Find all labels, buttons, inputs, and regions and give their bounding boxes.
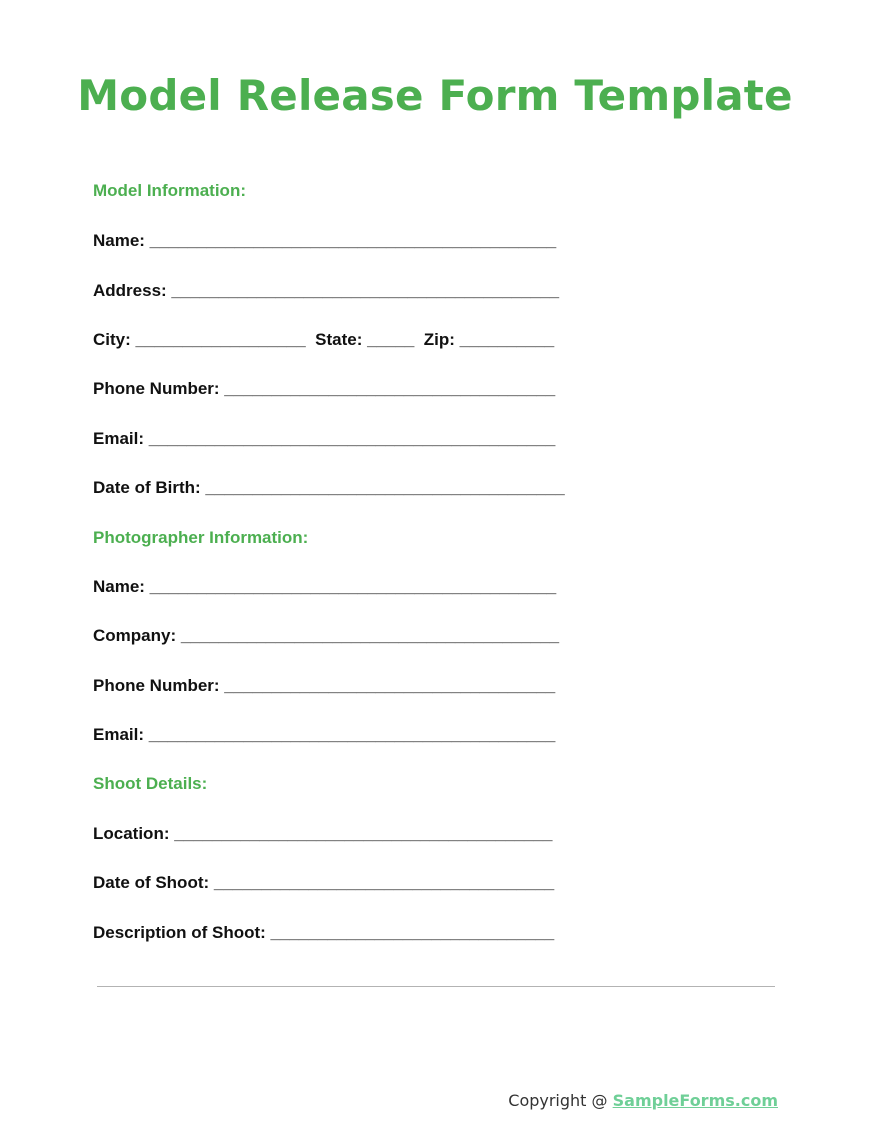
photographer-information-heading: Photographer Information:: [93, 528, 309, 547]
sampleforms-link[interactable]: SampleForms.com: [612, 1091, 778, 1110]
shoot-description-field[interactable]: Description of Shoot: ______________________________: [93, 923, 555, 942]
model-date-of-birth-field[interactable]: Date of Birth: ______________________________________: [93, 478, 565, 497]
shoot-date-field[interactable]: Date of Shoot: ____________________________________: [93, 873, 555, 892]
copyright-text: Copyright @: [508, 1091, 613, 1110]
model-phone-field[interactable]: Phone Number: ___________________________________: [93, 379, 556, 398]
photographer-phone-field[interactable]: Phone Number: ___________________________________: [93, 676, 556, 695]
footer-divider: [97, 986, 775, 987]
photographer-email-field[interactable]: Email: ___________________________________________: [93, 725, 556, 744]
model-information-heading: Model Information:: [93, 181, 246, 200]
photographer-name-field[interactable]: Name: ___________________________________________: [93, 577, 557, 596]
copyright-footer: [508, 1091, 778, 1111]
model-city-state-zip-field[interactable]: City: __________________ State: _____ Zip: __________: [93, 330, 555, 349]
shoot-details-heading: Shoot Details:: [93, 774, 208, 793]
page-title: Model Release Form Template: [77, 71, 793, 120]
shoot-location-field[interactable]: Location: ________________________________________: [93, 824, 553, 843]
model-address-field[interactable]: Address: _________________________________________: [93, 281, 560, 300]
model-email-field[interactable]: Email: ___________________________________________: [93, 429, 556, 448]
photographer-company-field[interactable]: Company: ________________________________________: [93, 626, 560, 645]
model-name-field[interactable]: Name: ___________________________________________: [93, 231, 557, 250]
